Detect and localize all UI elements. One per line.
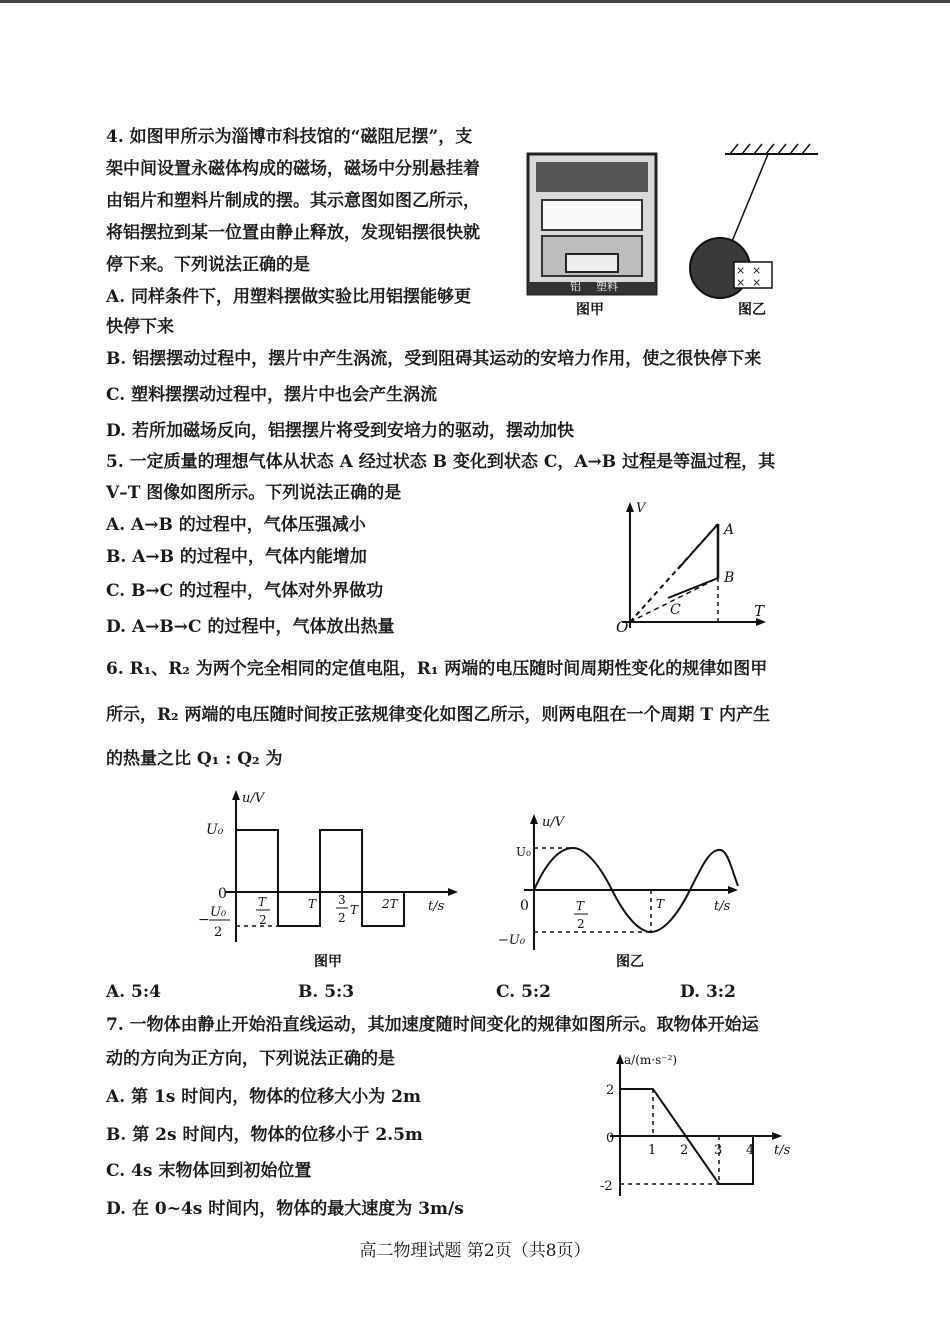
tick-2t: 2T (382, 897, 398, 911)
t-axis-label: t/s (714, 899, 731, 914)
tick-t: T (308, 897, 317, 911)
u0-label: U₀ (206, 822, 224, 838)
q5-option-a: A. A→B 的过程中，气体压强减小 (106, 515, 366, 535)
neg-u0-label: −U₀ (498, 933, 526, 948)
q4-figure-jia (526, 150, 661, 320)
pendulum-plates (566, 254, 618, 272)
tick-t: T (656, 897, 665, 911)
frame-middle-panel (542, 200, 642, 230)
q5-line-2: V–T 图像如图所示。下列说法正确的是 (106, 483, 402, 503)
q6-line-1: 6. R₁、R₂ 为两个完全相同的定值电阻，R₁ 两端的电压随时间周期性变化的规律如图甲 (106, 659, 768, 679)
q4-option-b: B. 铝摆摆动过程中，摆片中产生涡流，受到阻碍其运动的安培力作用，使之很快停下来 (106, 349, 762, 369)
xtick-1: 1 (648, 1143, 657, 1158)
point-a-label: A (724, 522, 735, 538)
tick-3-2-den: 2 (338, 911, 346, 925)
u-axis-arrow (530, 814, 538, 824)
tick-3-2-t: T (350, 903, 359, 917)
label-aluminum: 铝 (570, 280, 581, 293)
tick-t-half-num: T (258, 895, 267, 909)
square-wave (236, 830, 404, 926)
ytick-2: 2 (606, 1083, 615, 1098)
frame-base (528, 282, 656, 294)
field-mark-1: × (736, 264, 746, 277)
q7-option-c: C. 4s 末物体回到初始位置 (106, 1161, 312, 1181)
tick-t-half-den: 2 (577, 917, 585, 931)
segment-c-to-a-direction (678, 524, 718, 569)
t-axis-label: t/s (428, 899, 445, 914)
neg-sign: − (198, 912, 210, 928)
point-c-label: C (670, 602, 681, 618)
t-axis-arrow (448, 888, 458, 896)
u-axis-arrow (232, 790, 240, 800)
field-mark-2: × (752, 264, 762, 277)
q4-option-a-line-2: 快停下来 (106, 317, 174, 337)
v-axis-label: V (636, 501, 646, 516)
q5-option-d: D. A→B→C 的过程中，气体放出热量 (106, 617, 395, 637)
q6-line-2: 所示，R₂ 两端的电压随时间按正弦规律变化如图乙所示，则两电阻在一个周期 T 内产生 (106, 705, 770, 725)
neg-numerator: U₀ (210, 905, 227, 920)
a-axis-label: a/(m·s⁻²) (624, 1053, 678, 1067)
q6-option-d: D. 3:2 (680, 982, 736, 1002)
q4-option-a-line-1: A. 同样条件下，用塑料摆做实验比用铝摆能够更 (106, 287, 472, 307)
q4-line-4: 将铝摆拉到某一位置由静止释放，发现铝摆很快就 (106, 223, 480, 243)
q6-option-a: A. 5:4 (106, 982, 161, 1002)
field-mark-4: × (752, 276, 762, 289)
t-axis-label: T (754, 602, 765, 620)
field-mark-3: × (736, 276, 746, 289)
q6-line-3: 的热量之比 Q₁ : Q₂ 为 (106, 749, 283, 769)
page-footer: 高二物理试题 第2页（共8页） (359, 1241, 591, 1261)
q6-figure-jia (196, 784, 466, 974)
q4-line-1: 4. 如图甲所示为淄博市科技馆的“磁阻尼摆”，支 (106, 127, 473, 147)
tick-t-half-den: 2 (259, 913, 267, 927)
t-axis-label: t/s (774, 1143, 791, 1158)
q4-line-3: 由铝片和塑料片制成的摆。其示意图如图乙所示， (106, 191, 480, 211)
xtick-4: 4 (746, 1143, 755, 1158)
q7-line-1: 7. 一物体由静止开始沿直线运动，其加速度随时间变化的规律如图所示。取物体开始运 (106, 1015, 759, 1035)
ytick-0: 0 (606, 1131, 615, 1146)
q7-line-2: 动的方向为正方向，下列说法正确的是 (106, 1049, 395, 1069)
q5-option-c: C. B→C 的过程中，气体对外界做功 (106, 581, 384, 601)
q6-option-c: C. 5:2 (496, 982, 552, 1002)
q4-option-d: D. 若所加磁场反向，铝摆摆片将受到安培力的驱动，摆动加快 (106, 421, 574, 441)
fig-yi-caption: 图乙 (738, 302, 766, 318)
u0-label: U₀ (516, 845, 531, 859)
q5-option-b: B. A→B 的过程中，气体内能增加 (106, 547, 367, 567)
q7-option-d: D. 在 0~4s 时间内，物体的最大速度为 3m/s (106, 1199, 464, 1219)
tick-3-2-num: 3 (338, 893, 346, 907)
t-axis-arrow (772, 1132, 782, 1140)
fig-yi-caption: 图乙 (616, 954, 644, 970)
zero-label: 0 (520, 898, 529, 914)
q7-option-b: B. 第 2s 时间内，物体的位移小于 2.5m (106, 1125, 423, 1145)
label-plastic: 塑料 (596, 280, 618, 293)
q7-at-graph (596, 1046, 806, 1206)
q4-figure-yi (680, 140, 825, 320)
q4-option-c: C. 塑料摆摆动过程中，摆片中也会产生涡流 (106, 385, 438, 405)
u-axis-label: u/V (242, 791, 265, 806)
neg-denominator: 2 (214, 925, 223, 940)
t-axis-arrow (728, 886, 738, 894)
q4-line-5: 停下来。下列说法正确的是 (106, 255, 310, 275)
point-b-label: B (724, 570, 735, 586)
q6-figure-yi (492, 810, 752, 975)
top-border (0, 0, 950, 3)
v-axis-arrow (626, 502, 634, 512)
a-axis-arrow (616, 1054, 624, 1064)
q4-line-2: 架中间设置永磁体构成的磁场，磁场中分别悬挂着 (106, 159, 480, 179)
fig-jia-caption: 图甲 (314, 954, 342, 970)
frame-top-bar (536, 162, 648, 192)
ceiling-hatch (730, 144, 810, 154)
q7-option-a: A. 第 1s 时间内，物体的位移大小为 2m (106, 1087, 421, 1107)
ytick-neg2: -2 (600, 1179, 613, 1194)
q5-vt-graph (612, 498, 772, 638)
q5-line-1: 5. 一定质量的理想气体从状态 A 经过状态 B 变化到状态 C，A→B 过程是等温过程，其 (106, 452, 776, 472)
u-axis-label: u/V (542, 815, 565, 830)
zero-label: 0 (218, 886, 227, 902)
q6-option-b: B. 5:3 (298, 982, 355, 1002)
fig-jia-caption: 图甲 (576, 302, 604, 318)
origin-label: O (616, 618, 629, 636)
xtick-3: 3 (714, 1143, 723, 1158)
tick-t-half-num: T (576, 899, 585, 913)
xtick-2: 2 (680, 1143, 689, 1158)
